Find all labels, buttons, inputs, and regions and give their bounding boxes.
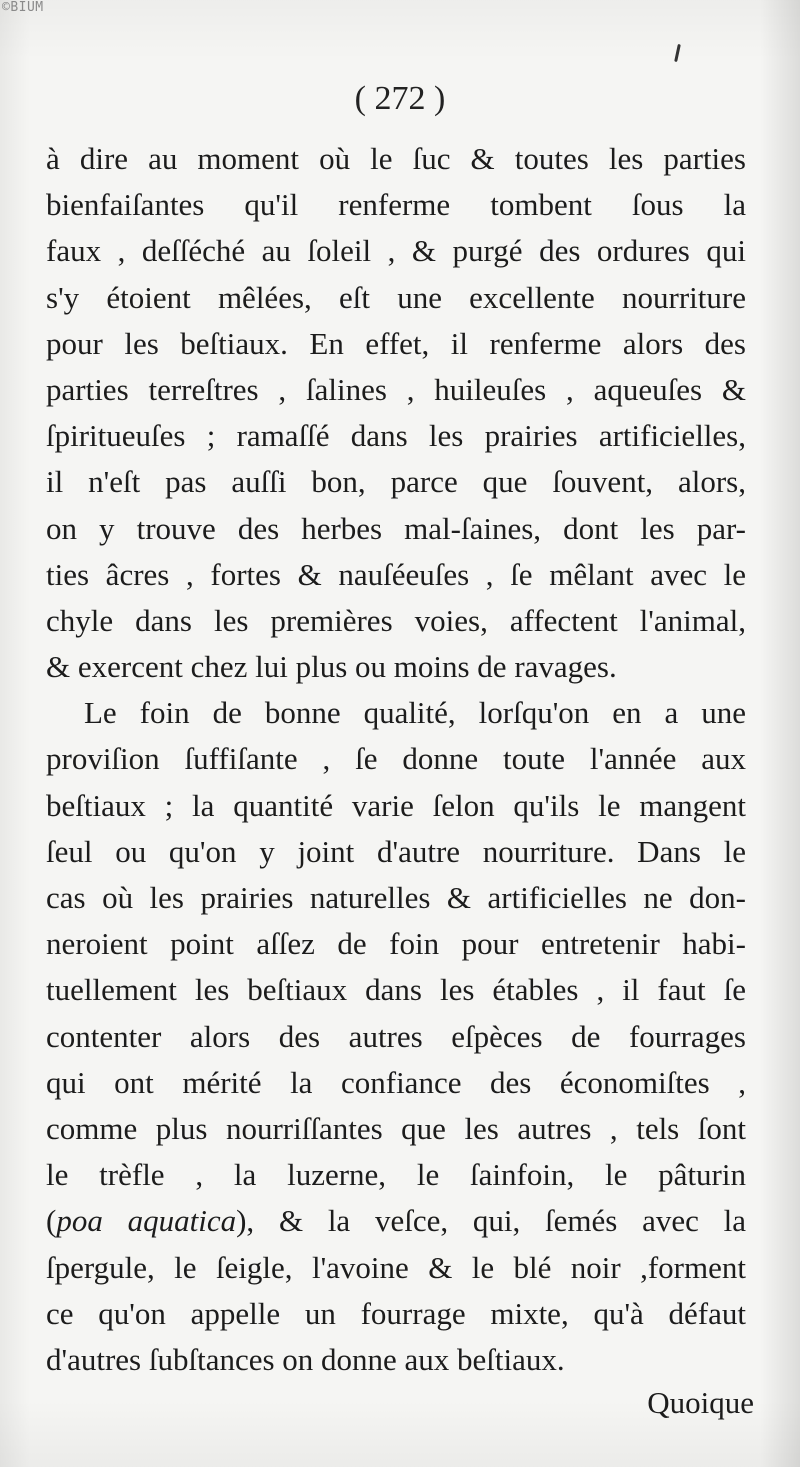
text-line: s'y étoient mêlées, eſt une excellente nourriture [46, 279, 746, 315]
text-line: ſeul ou qu'on y joint d'autre nourriture. Dans le [46, 833, 746, 869]
text-line: faux , deſſéché au ſoleil , & purgé des ordures qui [46, 233, 746, 269]
text-line: le trèfle , la luzerne, le ſainfoin, le pâturin [46, 1157, 746, 1193]
text-line: à dire au moment où le ſuc & toutes les parties [46, 141, 746, 176]
ink-speck [674, 44, 681, 62]
body-text [46, 136, 746, 1383]
library-watermark: ©BIUM [2, 0, 44, 15]
text-line: d'autres ſubſtances on donne aux beſtiaux. [46, 1341, 565, 1377]
text-line: beſtiaux ; la quantité varie ſelon qu'ils le mangent [46, 787, 746, 823]
text-line: contenter alors des autres eſpèces de fourrages [46, 1018, 746, 1054]
text-line: ſpergule, le ſeigle, l'avoine & le blé noir ,forment [46, 1249, 746, 1285]
text-fragment: , & la veſce, qui, ſemés avec la [246, 1203, 746, 1239]
text-line: on y trouve des herbes mal-ſaines, dont les par- [46, 510, 746, 546]
text-line: neroient point aſſez de foin pour entretenir habi- [46, 926, 746, 962]
text-line: comme plus nourriſſantes que les autres , tels ſont [46, 1110, 746, 1146]
text-line: ce qu'on appelle un fourrage mixte, qu'à défaut [46, 1295, 746, 1331]
text-line-with-italic: (poa aquatica), & la veſce, qui, ſemés avec la [46, 1203, 746, 1239]
text-line: qui ont mérité la confiance des économiſtes , [46, 1064, 746, 1100]
text-line: parties terreſtres , ſalines , huileuſes , aqueuſes & [46, 371, 746, 407]
text-line: bienfaiſantes qu'il renferme tombent ſous la [46, 187, 746, 223]
text-line: ties âcres , fortes & nauſéeuſes , ſe mêlant avec le [46, 556, 746, 592]
text-line: chyle dans les premières voies, affectent l'animal, [46, 602, 746, 638]
text-line: pour les beſtiaux. En effet, il renferme alors des [46, 325, 746, 361]
text-line: ſpiritueuſes ; ramaſſé dans les prairies artificielles, [46, 418, 746, 454]
latin-name: poa aquatica [56, 1203, 237, 1239]
text-line: proviſion ſuffiſante , ſe donne toute l'année aux [46, 741, 746, 777]
catchword: Quoique [647, 1385, 754, 1420]
text-line: & exercent chez lui plus ou moins de ravages. [46, 649, 617, 685]
text-line-indented: Le foin de bonne qualité, lorſqu'on en a une [84, 695, 746, 731]
text-line: il n'eſt pas auſſi bon, parce que ſouvent, alors, [46, 464, 746, 500]
page-number: ( 272 ) [354, 80, 446, 117]
text-line: tuellement les beſtiaux dans les étables , il faut ſe [46, 972, 746, 1008]
text-line: cas où les prairies naturelles & artificielles ne don- [46, 880, 746, 915]
